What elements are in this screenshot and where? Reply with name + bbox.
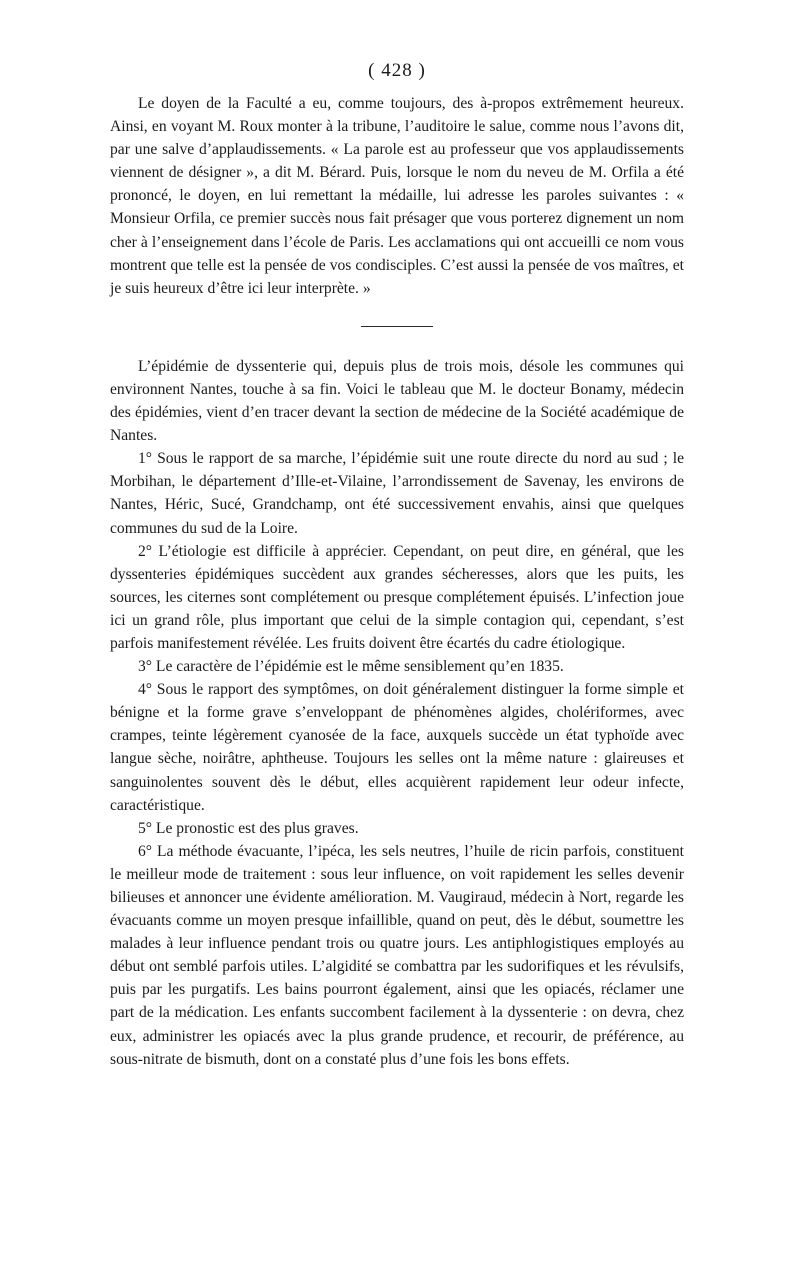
paragraph-point-4: 4° Sous le rapport des symptômes, on doit généralement distinguer la forme simple et bénigne et la forme grave s’enveloppant de phénomènes algides, cholériformes, avec crampes, teinte légèrement cyanosée de la face, auxquels succède un état typhoïde avec langue sèche, noirâtre, aphtheuse. Toujours les selles ont la même nature : glaireuses et sanguinolentes souvent dès le début, elles acquièrent rapidement leur odeur infecte, caractéristique. xyxy=(110,681,684,814)
paragraph-point-5: 5° Le pronostic est des plus graves. xyxy=(138,819,359,837)
paragraph-point-2: 2° L’étiologie est difficile à apprécier. Cependant, on peut dire, en général, que les dyssenteries épidémiques succèdent aux grandes sécheresses, alors que les puits, les sources, les citernes sont complétement ou presque complétement épuisés. L’infection joue ici un grand rôle, plus important que celui de la simple contagion qui, cependant, s’est parfois manifestement révélée. Les fruits doivent être écartés du cadre étiologique. xyxy=(110,542,684,652)
paragraph-intro: L’épidémie de dyssenterie qui, depuis plus de trois mois, désole les communes qui environnent Nantes, touche à sa fin. Voici le tableau que M. le docteur Bonamy, médecin des épidémies, vient d’en tracer devant la section de médecine de la Société académique de Nantes. xyxy=(110,357,684,445)
section-award-speech xyxy=(110,92,684,300)
section-dysentery-epidemic xyxy=(110,355,684,1071)
section-divider xyxy=(361,326,433,327)
paragraph-point-3: 3° Le caractère de l’épidémie est le même sensiblement qu’en 1835. xyxy=(138,658,564,676)
paragraph-award: Le doyen de la Faculté a eu, comme toujours, des à-propos extrêmement heureux. Ainsi, en voyant M. Roux monter à la tribune, l’auditoire le salue, comme nous l’avons dit, par une salve d’applaudissements. « La parole est au professeur que vos applaudissements viennent de désigner », a dit M. Bérard. Puis, lorsque le nom du neveu de M. Orfila a été prononcé, le doyen, en lui remettant la médaille, lui adresse les paroles suivantes : « Monsieur Orfila, ce premier succès nous fait présager que vous porterez dignement un nom cher à l’enseignement dans l’école de Paris. Les acclamations qui ont accueilli ce nom vous montrent que telle est la pensée de vos condisciples. C’est aussi la pensée de vos maîtres, et je suis heureux d’être ici leur interprète. » xyxy=(110,95,684,297)
paragraph-point-1: 1° Sous le rapport de sa marche, l’épidémie suit une route directe du nord au sud ; le Morbihan, le département d’Ille-et-Vilaine, l’arrondissement de Savenay, les environs de Nantes, Héric, Sucé, Grandchamp, ont été successivement envahis, ainsi que quelques communes du sud de la Loire. xyxy=(110,450,684,537)
paragraph-point-6: 6° La méthode évacuante, l’ipéca, les sels neutres, l’huile de ricin parfois, constituent le meilleur mode de traitement : sous leur influence, on voit rapidement les selles devenir bilieuses et annoncer une évidente amélioration. M. Vaugiraud, médecin à Nort, regarde les évacuants comme un moyen presque infaillible, quand on peut, dès le début, soumettre les malades à leur influence pendant trois ou quatre jours. Les antiphlogistiques employés au début ont semblé parfois utiles. L’algidité se combattra par les sudorifiques et les révulsifs, puis par les purgatifs. Les bains pourront également, ainsi que les opiacés, réclamer une part de la médication. Les enfants succombent facilement à la dyssenterie : on devra, chez eux, administrer les opiacés avec la plus grande prudence, et recourir, de préférence, au sous-nitrate de bismuth, dont on a constaté plus d’une fois les bons effets. xyxy=(110,842,684,1068)
page-number: ( 428 ) xyxy=(368,60,426,81)
document-page xyxy=(110,58,684,1071)
